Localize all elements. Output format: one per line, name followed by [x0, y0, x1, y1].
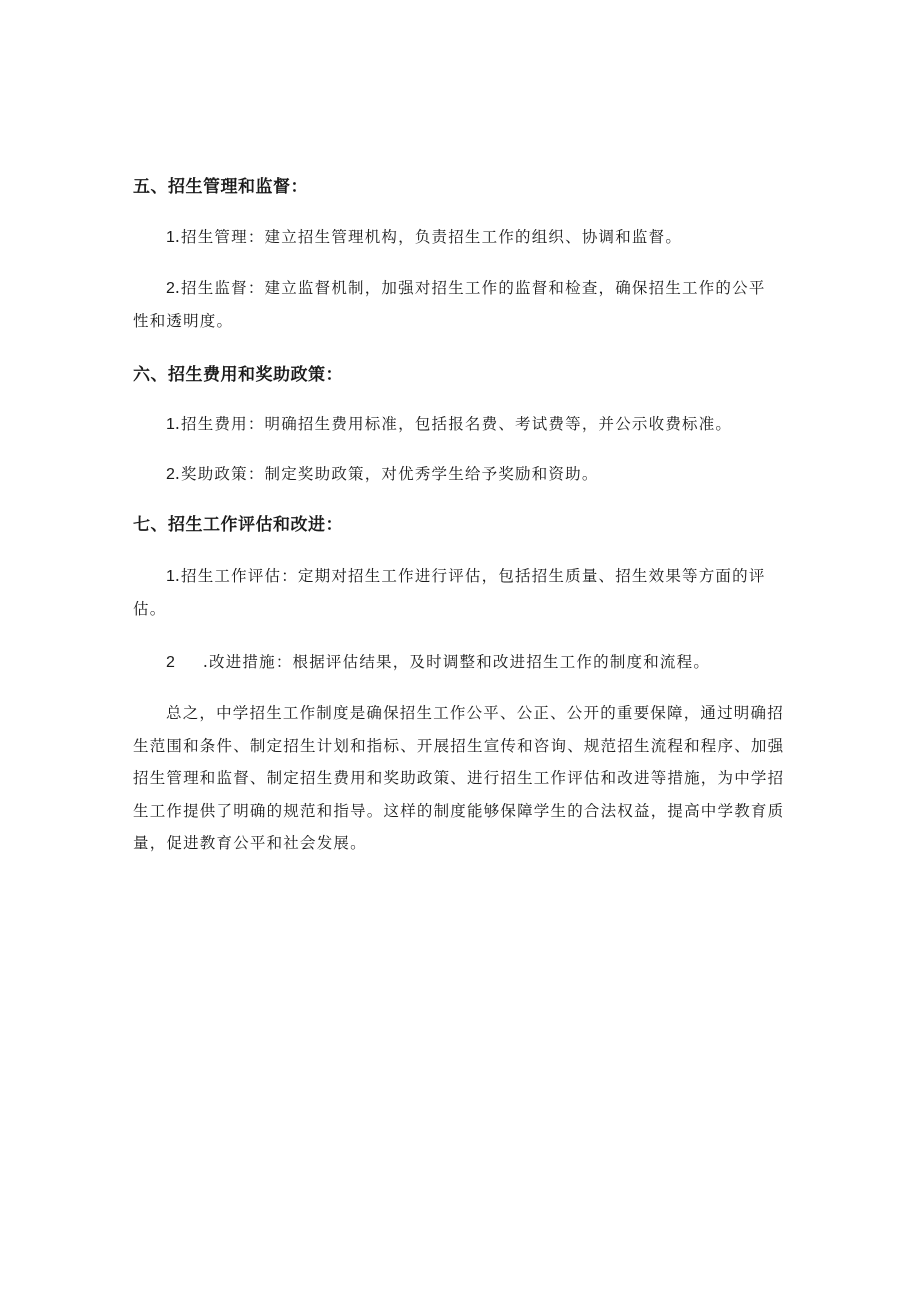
list-item-continuation: 估。 — [133, 600, 167, 618]
conclusion-line: 总之，中学招生工作制度是确保招生工作公平、公正、公开的重要保障，通过明确招 — [166, 704, 784, 722]
section-heading-6: 六、招生费用和奖助政策： — [133, 365, 343, 385]
item-text: .招生费用：明确招生费用标准，包括报名费、考试费等，并公示收费标准。 — [174, 415, 733, 433]
conclusion-line: 量，促进教育公平和社会发展。 — [133, 834, 367, 852]
item-number: 1 — [166, 229, 175, 246]
item-number: 2 — [166, 654, 175, 671]
conclusion-line: 招生管理和监督、制定招生费用和奖助政策、进行招生工作评估和改进等措施，为中学招 — [133, 769, 785, 787]
item-text: .招生工作评估：定期对招生工作进行评估，包括招生质量、招生效果等方面的评 — [174, 567, 766, 585]
list-item — [166, 463, 599, 486]
conclusion-line: 生工作提供了明确的规范和指导。这样的制度能够保障学生的合法权益，提高中学教育质 — [133, 802, 785, 820]
item-number: 2 — [166, 466, 175, 483]
item-text: .奖助政策：制定奖助政策，对优秀学生给予奖励和资助。 — [174, 465, 599, 483]
item-text: .改进措施：根据评估结果，及时调整和改进招生工作的制度和流程。 — [202, 653, 711, 671]
conclusion-line: 生范围和条件、制定招生计划和指标、开展招生宣传和咨询、规范招生流程和程序、加强 — [133, 737, 785, 755]
section-heading-7: 七、招生工作评估和改进： — [133, 515, 343, 535]
list-item — [166, 651, 710, 674]
item-number: 2 — [166, 280, 175, 297]
item-number: 1 — [166, 568, 175, 585]
list-item — [166, 413, 732, 436]
section-heading-5: 五、招生管理和监督： — [133, 177, 308, 197]
list-item — [166, 565, 766, 588]
item-text: .招生监督：建立监督机制，加强对招生工作的监督和检查，确保招生工作的公平 — [174, 279, 766, 297]
list-item — [166, 277, 766, 300]
item-text: .招生管理：建立招生管理机构，负责招生工作的组织、协调和监督。 — [174, 228, 683, 246]
item-number: 1 — [166, 416, 175, 433]
list-item-continuation: 性和透明度。 — [133, 312, 234, 330]
list-item — [166, 226, 682, 249]
